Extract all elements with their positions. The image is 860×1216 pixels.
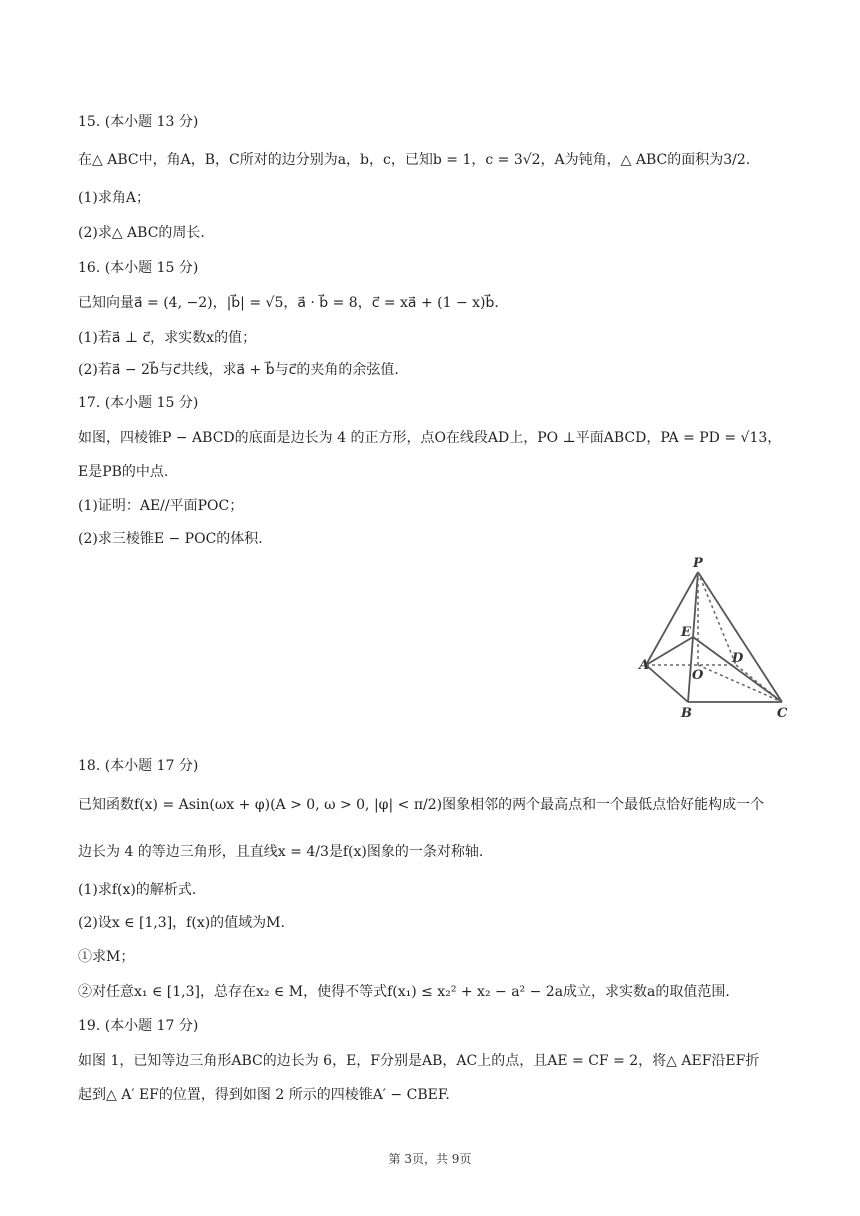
problem-19-statement: 如图 1，已知等边三角形ABC的边长为 6，E，F分别是AB，AC上的点，且AE = CF = 2，将△ AEF沿EF折 — [78, 1053, 760, 1069]
pyramid-figure — [636, 552, 796, 727]
problem-17-statement: 如图，四棱锥P − ABCD的底面是边长为 4 的正方形，点O在线段AD上，PO ⊥平面ABCD，PA = PD = √13， — [78, 430, 782, 446]
problem-15-part-1: (1)求角A； — [78, 190, 150, 206]
edge-DC-hidden — [736, 665, 782, 702]
problem-19-header: 19. (本小题 17 分) — [78, 1018, 199, 1034]
edge-PC — [698, 572, 782, 702]
problem-18-header: 18. (本小题 17 分) — [78, 758, 199, 774]
label-A: A — [639, 658, 650, 673]
problem-17-statement-cont: E是PB的中点. — [78, 464, 169, 480]
problem-16-part-2: (2)若a⃗ − 2b⃗与c⃗共线，求a⃗ + b⃗与c⃗的夹角的余弦值. — [78, 362, 399, 378]
label-B: B — [681, 706, 692, 721]
label-C: C — [777, 706, 788, 721]
problem-15-statement: 在△ ABC中，角A，B，C所对的边分别为a，b，c，已知b = 1，c = 3√2，A为钝角，△ ABC的面积为3/2. — [78, 152, 751, 168]
problem-15-part-2: (2)求△ ABC的周长. — [78, 225, 205, 241]
problem-18-part-2-i: ①求M； — [78, 949, 135, 965]
problem-18-statement-cont: 边长为 4 的等边三角形，且直线x = 4/3是f(x)图象的一条对称轴. — [78, 844, 484, 860]
edge-PA — [646, 572, 698, 665]
problem-18-part-1: (1)求f(x)的解析式. — [78, 882, 197, 898]
problem-16-part-1: (1)若a⃗ ⊥ c⃗，求实数x的值； — [78, 330, 257, 346]
problem-17-part-2: (2)求三棱锥E − POC的体积. — [78, 531, 263, 547]
problem-16-header: 16. (本小题 15 分) — [78, 260, 199, 276]
label-E: E — [681, 625, 691, 640]
page-footer: 第 3页，共 9页 — [388, 1152, 472, 1166]
problem-15-header: 15. (本小题 13 分) — [78, 114, 199, 130]
segment-EC — [693, 637, 782, 702]
problem-17-part-1: (1)证明：AE//平面POC； — [78, 498, 244, 514]
problem-19-statement-cont: 起到△ A′ EF的位置，得到如图 2 所示的四棱锥A′ − CBEF. — [78, 1087, 450, 1103]
edge-AB — [646, 665, 688, 702]
problem-18-statement: 已知函数f(x) = Asin(ωx + φ)(A > 0, ω > 0, |φ| < π/2)图象相邻的两个最高点和一个最低点恰好能构成一个 — [78, 797, 765, 813]
label-O: O — [692, 668, 704, 683]
edge-PD-hidden — [698, 572, 736, 665]
label-D: D — [732, 651, 744, 666]
problem-16-statement: 已知向量a⃗ = (4, −2)，|b⃗| = √5，a⃗ · b⃗ = 8，c⃗ = xa⃗ + (1 − x)b⃗. — [78, 295, 499, 311]
problem-18-part-2-ii: ②对任意x₁ ∈ [1,3]，总存在x₂ ∈ M，使得不等式f(x₁) ≤ x₂² + x₂ − a² − 2a成立，求实数a的取值范围. — [78, 984, 730, 1000]
problem-18-part-2: (2)设x ∈ [1,3]，f(x)的值域为M. — [78, 915, 285, 931]
problem-17-header: 17. (本小题 15 分) — [78, 395, 199, 411]
label-P: P — [693, 556, 703, 571]
